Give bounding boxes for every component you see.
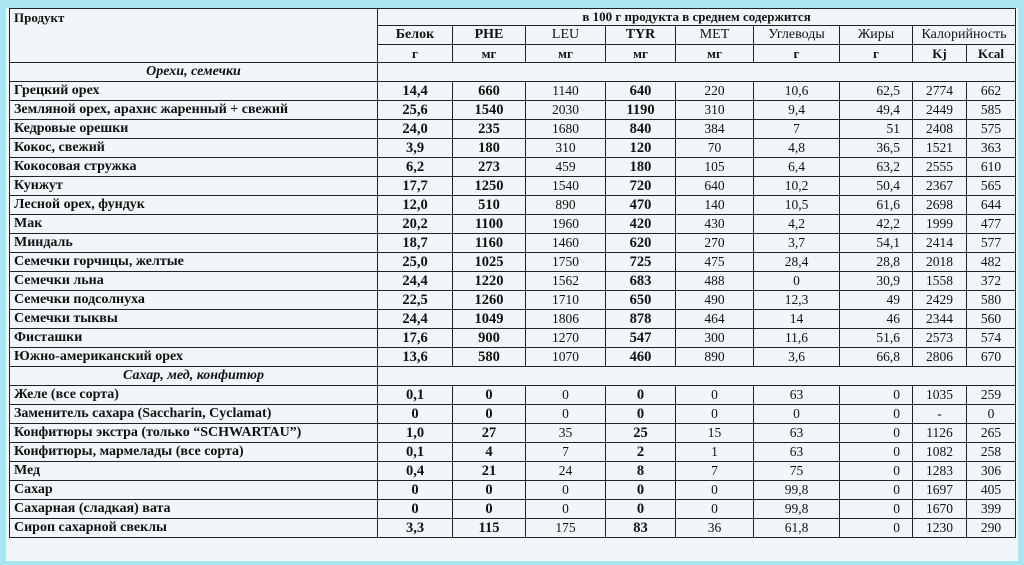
cell-kj: 2344 [913,310,967,329]
cell-fats: 61,6 [840,196,913,215]
product-name: Кунжут [10,177,378,196]
table-row [10,348,1016,367]
cell-kj: 1082 [913,443,967,462]
cell-protein: 0 [378,481,453,500]
cell-phe: 1260 [453,291,526,310]
cell-fats: 0 [840,386,913,405]
nutrition-table [9,8,1016,538]
unit-carbs: г [754,45,840,63]
col-header-calories: Калорийность [913,26,1016,45]
cell-tyr: 180 [606,158,676,177]
cell-kcal: 565 [967,177,1016,196]
cell-leu: 175 [526,519,606,538]
cell-kj: 1670 [913,500,967,519]
cell-phe: 1025 [453,253,526,272]
cell-carbs: 63 [754,443,840,462]
cell-kcal: 662 [967,82,1016,101]
unit-met: мг [676,45,754,63]
product-name: Сахар [10,481,378,500]
cell-phe: 27 [453,424,526,443]
cell-protein: 0,1 [378,386,453,405]
cell-tyr: 420 [606,215,676,234]
cell-carbs: 11,6 [754,329,840,348]
cell-kj: 2774 [913,82,967,101]
cell-phe: 273 [453,158,526,177]
cell-leu: 1140 [526,82,606,101]
cell-fats: 0 [840,519,913,538]
cell-carbs: 14 [754,310,840,329]
cell-kj: 2573 [913,329,967,348]
cell-phe: 1220 [453,272,526,291]
cell-kj: - [913,405,967,424]
table-row [10,386,1016,405]
cell-protein: 22,5 [378,291,453,310]
cell-protein: 14,4 [378,82,453,101]
cell-met: 7 [676,462,754,481]
cell-tyr: 878 [606,310,676,329]
cell-tyr: 840 [606,120,676,139]
cell-kj: 2449 [913,101,967,120]
cell-phe: 21 [453,462,526,481]
cell-kj: 1126 [913,424,967,443]
cell-phe: 660 [453,82,526,101]
cell-protein: 3,3 [378,519,453,538]
cell-protein: 24,4 [378,310,453,329]
cell-protein: 24,4 [378,272,453,291]
cell-met: 0 [676,500,754,519]
cell-carbs: 99,8 [754,481,840,500]
cell-carbs: 4,8 [754,139,840,158]
cell-leu: 310 [526,139,606,158]
product-name: Конфитюры экстра (только “SCHWARTAU”) [10,424,378,443]
cell-tyr: 640 [606,82,676,101]
cell-protein: 0,4 [378,462,453,481]
cell-kcal: 290 [967,519,1016,538]
cell-protein: 24,0 [378,120,453,139]
product-name: Заменитель сахара (Saccharin, Cyclamat) [10,405,378,424]
cell-leu: 1270 [526,329,606,348]
cell-carbs: 9,4 [754,101,840,120]
cell-tyr: 2 [606,443,676,462]
cell-carbs: 61,8 [754,519,840,538]
cell-tyr: 1190 [606,101,676,120]
cell-kcal: 585 [967,101,1016,120]
cell-leu: 0 [526,500,606,519]
cell-kj: 1521 [913,139,967,158]
product-name: Мак [10,215,378,234]
cell-leu: 2030 [526,101,606,120]
col-header-leu: LEU [526,26,606,45]
cell-kcal: 482 [967,253,1016,272]
product-name: Кокосовая стружка [10,158,378,177]
cell-kcal: 670 [967,348,1016,367]
cell-kj: 2414 [913,234,967,253]
cell-phe: 1160 [453,234,526,253]
cell-tyr: 470 [606,196,676,215]
cell-tyr: 547 [606,329,676,348]
table-row [10,481,1016,500]
table-row [10,158,1016,177]
cell-phe: 900 [453,329,526,348]
cell-fats: 51 [840,120,913,139]
cell-protein: 0 [378,500,453,519]
cell-tyr: 8 [606,462,676,481]
unit-phe: мг [453,45,526,63]
cell-kcal: 399 [967,500,1016,519]
cell-leu: 1070 [526,348,606,367]
table-row [10,310,1016,329]
cell-kcal: 259 [967,386,1016,405]
table-row [10,82,1016,101]
cell-carbs: 7 [754,120,840,139]
unit-leu: мг [526,45,606,63]
product-name: Сахарная (сладкая) вата [10,500,378,519]
product-column-header: Продукт [10,9,378,63]
product-name: Кедровые орешки [10,120,378,139]
unit-kcal: Kcal [967,45,1016,63]
cell-phe: 580 [453,348,526,367]
cell-kcal: 574 [967,329,1016,348]
cell-kcal: 577 [967,234,1016,253]
cell-carbs: 10,2 [754,177,840,196]
unit-protein: г [378,45,453,63]
table-row [10,462,1016,481]
cell-phe: 1250 [453,177,526,196]
cell-fats: 50,4 [840,177,913,196]
product-name: Кокос, свежий [10,139,378,158]
product-name: Земляной орех, арахис жаренный + свежий [10,101,378,120]
cell-met: 36 [676,519,754,538]
cell-leu: 1960 [526,215,606,234]
cell-fats: 0 [840,500,913,519]
cell-phe: 115 [453,519,526,538]
cell-protein: 12,0 [378,196,453,215]
cell-fats: 30,9 [840,272,913,291]
cell-leu: 0 [526,405,606,424]
cell-leu: 459 [526,158,606,177]
cell-protein: 17,7 [378,177,453,196]
cell-fats: 62,5 [840,82,913,101]
cell-tyr: 25 [606,424,676,443]
table-row [10,329,1016,348]
cell-phe: 4 [453,443,526,462]
cell-fats: 36,5 [840,139,913,158]
cell-leu: 1540 [526,177,606,196]
product-name: Семечки льна [10,272,378,291]
cell-tyr: 83 [606,519,676,538]
section-spacer [378,63,1016,82]
cell-phe: 0 [453,500,526,519]
cell-protein: 17,6 [378,329,453,348]
cell-tyr: 460 [606,348,676,367]
cell-carbs: 3,6 [754,348,840,367]
table-row [10,405,1016,424]
cell-leu: 24 [526,462,606,481]
cell-leu: 1562 [526,272,606,291]
unit-fats: г [840,45,913,63]
cell-met: 490 [676,291,754,310]
cell-kj: 1697 [913,481,967,500]
cell-met: 220 [676,82,754,101]
cell-protein: 6,2 [378,158,453,177]
cell-met: 15 [676,424,754,443]
cell-phe: 510 [453,196,526,215]
product-name: Желе (все сорта) [10,386,378,405]
table-body [10,63,1016,538]
cell-met: 384 [676,120,754,139]
cell-met: 890 [676,348,754,367]
group-title: в 100 г продукта в среднем содержится [378,9,1016,26]
product-name: Южно-американский орех [10,348,378,367]
cell-kj: 2367 [913,177,967,196]
cell-tyr: 650 [606,291,676,310]
cell-protein: 20,2 [378,215,453,234]
cell-leu: 1750 [526,253,606,272]
product-name: Фисташки [10,329,378,348]
product-name: Грецкий орех [10,82,378,101]
cell-met: 430 [676,215,754,234]
cell-leu: 7 [526,443,606,462]
cell-kj: 1283 [913,462,967,481]
cell-met: 105 [676,158,754,177]
product-name: Миндаль [10,234,378,253]
cell-fats: 28,8 [840,253,913,272]
cell-met: 488 [676,272,754,291]
cell-carbs: 3,7 [754,234,840,253]
cell-kcal: 477 [967,215,1016,234]
cell-leu: 1710 [526,291,606,310]
cell-phe: 0 [453,481,526,500]
cell-carbs: 12,3 [754,291,840,310]
cell-kj: 1999 [913,215,967,234]
cell-met: 0 [676,481,754,500]
cell-carbs: 0 [754,272,840,291]
cell-tyr: 0 [606,405,676,424]
cell-protein: 18,7 [378,234,453,253]
cell-carbs: 4,2 [754,215,840,234]
cell-tyr: 720 [606,177,676,196]
cell-fats: 63,2 [840,158,913,177]
table-row [10,424,1016,443]
cell-leu: 35 [526,424,606,443]
section-row [10,367,1016,386]
table-header [10,9,1016,63]
cell-fats: 49 [840,291,913,310]
table-row [10,234,1016,253]
cell-protein: 25,6 [378,101,453,120]
cell-protein: 3,9 [378,139,453,158]
cell-kcal: 265 [967,424,1016,443]
cell-tyr: 683 [606,272,676,291]
col-header-protein: Белок [378,26,453,45]
cell-phe: 235 [453,120,526,139]
cell-met: 310 [676,101,754,120]
cell-fats: 42,2 [840,215,913,234]
product-name: Лесной орех, фундук [10,196,378,215]
cell-kcal: 580 [967,291,1016,310]
cell-kj: 1230 [913,519,967,538]
cell-kj: 2555 [913,158,967,177]
cell-protein: 0 [378,405,453,424]
cell-tyr: 0 [606,500,676,519]
cell-phe: 0 [453,405,526,424]
cell-tyr: 120 [606,139,676,158]
cell-kcal: 306 [967,462,1016,481]
col-header-met: MET [676,26,754,45]
cell-protein: 0,1 [378,443,453,462]
cell-fats: 0 [840,443,913,462]
col-header-carbs: Углеводы [754,26,840,45]
cell-carbs: 63 [754,424,840,443]
cell-protein: 1,0 [378,424,453,443]
cell-kcal: 0 [967,405,1016,424]
cell-protein: 25,0 [378,253,453,272]
cell-carbs: 0 [754,405,840,424]
nutrition-sheet [6,8,1018,561]
cell-fats: 54,1 [840,234,913,253]
table-row [10,101,1016,120]
table-row [10,500,1016,519]
col-header-fats: Жиры [840,26,913,45]
cell-fats: 0 [840,462,913,481]
cell-fats: 0 [840,405,913,424]
cell-kcal: 560 [967,310,1016,329]
cell-met: 464 [676,310,754,329]
cell-kcal: 575 [967,120,1016,139]
cell-met: 270 [676,234,754,253]
cell-kj: 2429 [913,291,967,310]
cell-kcal: 644 [967,196,1016,215]
cell-phe: 1540 [453,101,526,120]
cell-met: 1 [676,443,754,462]
cell-tyr: 620 [606,234,676,253]
cell-phe: 1049 [453,310,526,329]
cell-kcal: 258 [967,443,1016,462]
cell-kcal: 610 [967,158,1016,177]
cell-kcal: 363 [967,139,1016,158]
table-row [10,120,1016,139]
cell-tyr: 0 [606,386,676,405]
cell-fats: 0 [840,424,913,443]
cell-met: 140 [676,196,754,215]
table-row [10,196,1016,215]
table-row [10,272,1016,291]
cell-leu: 890 [526,196,606,215]
cell-met: 70 [676,139,754,158]
cell-leu: 1806 [526,310,606,329]
section-spacer [378,367,1016,386]
cell-kj: 2698 [913,196,967,215]
cell-phe: 0 [453,386,526,405]
table-row [10,253,1016,272]
cell-carbs: 28,4 [754,253,840,272]
table-row [10,519,1016,538]
product-name: Семечки горчицы, желтые [10,253,378,272]
cell-kcal: 372 [967,272,1016,291]
unit-tyr: мг [606,45,676,63]
cell-carbs: 10,5 [754,196,840,215]
cell-kcal: 405 [967,481,1016,500]
cell-leu: 0 [526,386,606,405]
cell-fats: 46 [840,310,913,329]
cell-met: 300 [676,329,754,348]
cell-carbs: 63 [754,386,840,405]
table-row [10,443,1016,462]
cell-carbs: 10,6 [754,82,840,101]
cell-fats: 49,4 [840,101,913,120]
cell-protein: 13,6 [378,348,453,367]
cell-leu: 0 [526,481,606,500]
table-row [10,139,1016,158]
col-header-phe: PHE [453,26,526,45]
cell-phe: 180 [453,139,526,158]
cell-tyr: 0 [606,481,676,500]
table-row [10,177,1016,196]
cell-phe: 1100 [453,215,526,234]
product-name: Конфитюры, мармелады (все сорта) [10,443,378,462]
cell-fats: 51,6 [840,329,913,348]
cell-kj: 2806 [913,348,967,367]
cell-kj: 2408 [913,120,967,139]
cell-carbs: 99,8 [754,500,840,519]
product-name: Мед [10,462,378,481]
section-title: Орехи, семечки [10,63,378,82]
section-row [10,63,1016,82]
product-name: Сироп сахарной свеклы [10,519,378,538]
cell-met: 640 [676,177,754,196]
cell-kj: 1035 [913,386,967,405]
cell-kj: 1558 [913,272,967,291]
col-header-tyr: TYR [606,26,676,45]
cell-fats: 66,8 [840,348,913,367]
cell-leu: 1460 [526,234,606,253]
cell-carbs: 75 [754,462,840,481]
product-name: Семечки подсолнуха [10,291,378,310]
cell-kj: 2018 [913,253,967,272]
cell-leu: 1680 [526,120,606,139]
table-row [10,291,1016,310]
table-row [10,215,1016,234]
cell-tyr: 725 [606,253,676,272]
cell-met: 0 [676,386,754,405]
product-name: Семечки тыквы [10,310,378,329]
cell-met: 475 [676,253,754,272]
unit-kj: Kj [913,45,967,63]
cell-carbs: 6,4 [754,158,840,177]
section-title: Сахар, мед, конфитюр [10,367,378,386]
cell-met: 0 [676,405,754,424]
cell-fats: 0 [840,481,913,500]
